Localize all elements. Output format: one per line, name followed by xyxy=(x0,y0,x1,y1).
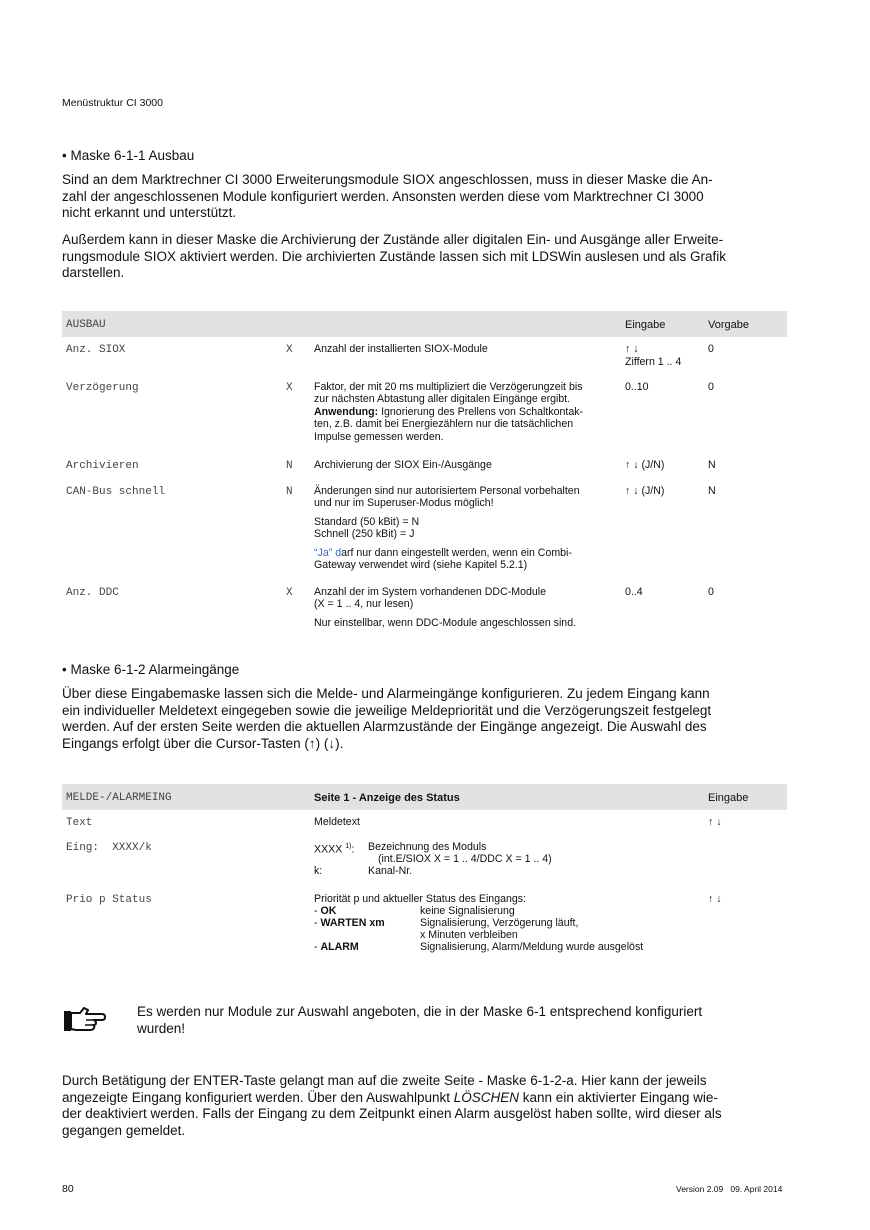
bold-term: Anwendung: xyxy=(314,405,379,418)
row-eingabe: ↑ ↓ (J/N) xyxy=(625,485,665,497)
prio-intro: Priorität p und aktueller Status des Eingangs: xyxy=(314,893,526,905)
text-line: Außerdem kann in dieser Maske die Archivierung der Zustände aller digitalen Ein- und Ausgänge aller Erweite- xyxy=(62,232,724,247)
header-eingabe: Eingabe xyxy=(625,319,666,331)
text-line: und nur im Superuser-Modus möglich! xyxy=(314,497,494,510)
dash: - xyxy=(314,941,321,953)
status-list xyxy=(314,905,714,953)
pointing-hand-icon xyxy=(62,1004,106,1034)
text-line: nicht erkannt und unterstützt. xyxy=(62,205,237,221)
text-line: zur nächsten Abtastung aller digitalen Eingänge ergibt. xyxy=(314,393,571,406)
row-type: X xyxy=(286,587,293,599)
dash: - xyxy=(314,917,321,929)
row-vorgabe: 0 xyxy=(708,343,714,355)
status-desc: keine Signalisierung xyxy=(420,905,515,917)
text-span: arf nur dann eingestellt werden, wenn ein Combi- xyxy=(341,546,572,559)
row-eingabe: 0..10 xyxy=(625,381,649,393)
k-label: k: xyxy=(314,865,323,877)
highlight-text: “Ja” d xyxy=(314,546,342,559)
row-eingabe: ↑ ↓ (J/N) xyxy=(625,459,665,471)
row-name: Verzögerung xyxy=(66,382,139,394)
row-name: Text xyxy=(66,817,93,829)
status-desc: Signalisierung, Verzögerung läuft, xyxy=(420,917,579,929)
xxxx-code: XXXX xyxy=(314,843,343,856)
xxxx-label xyxy=(314,841,354,856)
row-eingabe-2: Ziffern 1 .. 4 xyxy=(625,356,682,368)
row-vorgabe: 0 xyxy=(708,586,714,598)
header-vorgabe: Vorgabe xyxy=(708,319,749,331)
text-line: Impulse gemessen werden. xyxy=(314,430,444,443)
row-desc xyxy=(314,586,614,629)
paragraph-closing xyxy=(62,1073,786,1139)
text-line: der deaktiviert werden. Falls der Eingang zu dem Zeitpunkt einen Alarm ausgelöst haben sollte, wird dieser als xyxy=(62,1106,722,1122)
status-key: ALARM xyxy=(320,941,359,953)
header-name: MELDE-/ALARMEING xyxy=(66,792,172,804)
text-line: Durch Betätigung der ENTER-Taste gelangt man auf die zweite Seite - Maske 6-1-2-a. Hier kann der jeweils xyxy=(62,1073,707,1088)
paragraph-ausbau-1 xyxy=(62,172,786,222)
text-line: gegangen gemeldet. xyxy=(62,1122,186,1138)
row-eingabe: ↑ ↓ xyxy=(625,343,639,355)
footnote-marker: 1) xyxy=(345,843,352,850)
list-item xyxy=(314,917,714,929)
row-vorgabe: 0 xyxy=(708,381,714,393)
page-header-title: Menüstruktur CI 3000 xyxy=(62,97,163,109)
xxxx-desc: Bezeichnung des Moduls xyxy=(368,841,487,853)
xxxx-desc-2: (int.E/SIOX X = 1 .. 4/DDC X = 1 .. 4) xyxy=(378,853,552,865)
table-alarmeingaenge xyxy=(62,784,787,964)
italic-term: LÖSCHEN xyxy=(453,1089,520,1105)
text-line: Standard (50 kBit) = N xyxy=(314,515,420,528)
table-header xyxy=(62,784,787,810)
status-key: WARTEN xm xyxy=(320,917,385,929)
section-heading-ausbau: • Maske 6-1-1 Ausbau xyxy=(62,148,195,163)
row-name: CAN-Bus schnell xyxy=(66,486,166,498)
text-span: Ignorierung des Prellens von Schaltkontak- xyxy=(378,405,584,418)
table-header xyxy=(62,311,787,337)
row-name: Anz. SIOX xyxy=(66,344,126,356)
text-line: Eingangs erfolgt über die Cursor-Tasten (↑) (↓). xyxy=(62,735,344,751)
row-vorgabe: N xyxy=(708,485,716,497)
k-desc: Kanal-Nr. xyxy=(368,865,413,877)
text-line: (X = 1 .. 4, nur lesen) xyxy=(314,598,414,611)
text-line: Anzahl der im System vorhandenen DDC-Module xyxy=(314,586,546,598)
paragraph-ausbau-2 xyxy=(62,232,786,282)
row-desc xyxy=(314,381,614,443)
text-line: darstellen. xyxy=(62,265,125,281)
list-item xyxy=(314,929,714,941)
text-line: werden. Auf der ersten Seite werden die aktuellen Alarmzustände der Eingänge angezeigt. Die Auswahl des xyxy=(62,719,707,735)
page-number: 80 xyxy=(62,1183,74,1195)
dash: - xyxy=(314,905,321,917)
text-span: angezeigte Eingang konfiguriert werden. Über den Auswahlpunkt xyxy=(62,1089,454,1105)
status-desc: x Minuten verbleiben xyxy=(420,929,518,941)
note-text xyxy=(137,1004,777,1037)
text-line: ein individueller Meldetext eingegeben sowie die jeweilige Meldepriorität und die Verzögerungszeit festgelegt xyxy=(62,702,712,718)
text-line: Gateway verwendet wird (siehe Kapitel 5.2.1) xyxy=(314,559,528,572)
row-type: X xyxy=(286,382,293,394)
header-eingabe: Eingabe xyxy=(708,792,749,804)
header-name: AUSBAU xyxy=(66,319,106,331)
list-item xyxy=(314,941,714,953)
status-key: OK xyxy=(320,905,337,917)
text-line xyxy=(314,406,614,418)
section-heading-alarmeingaenge: • Maske 6-1-2 Alarmeingänge xyxy=(62,662,240,677)
row-type: X xyxy=(286,344,293,356)
text-line: Änderungen sind nur autorisiertem Personal vorbehalten xyxy=(314,485,580,497)
version-info: Version 2.09 09. April 2014 xyxy=(676,1184,783,1194)
row-eingabe: 0..4 xyxy=(625,586,643,598)
row-type: N xyxy=(286,460,293,472)
text-line: ten, z.B. damit bei Energiezählern nur die tatsächlichen xyxy=(314,418,574,431)
row-desc: Archivierung der SIOX Ein-/Ausgänge xyxy=(314,459,492,471)
table-ausbau xyxy=(62,311,787,641)
text-line: Nur einstellbar, wenn DDC-Module angeschlossen sind. xyxy=(314,616,577,629)
row-name: Archivieren xyxy=(66,460,139,472)
row-name: Eing: XXXX/k xyxy=(66,842,152,854)
list-item xyxy=(314,905,714,917)
text-line: zahl der angeschlossenen Module konfiguriert werden. Ansonsten werden diese vom Marktrechner CI 3000 xyxy=(62,188,704,204)
row-desc xyxy=(314,485,614,571)
row-type: N xyxy=(286,486,293,498)
text-line xyxy=(62,1090,786,1107)
text-line: Schnell (250 kBit) = J xyxy=(314,528,415,541)
text-line: Über diese Eingabemaske lassen sich die Melde- und Alarmeingänge konfigurieren. Zu jedem Eingang kann xyxy=(62,686,710,701)
text-line: Sind an dem Marktrechner CI 3000 Erweiterungsmodule SIOX angeschlossen, muss in dieser Maske die An- xyxy=(62,172,713,187)
row-name: Anz. DDC xyxy=(66,587,119,599)
row-vorgabe: N xyxy=(708,459,716,471)
text-line: Faktor, der mit 20 ms multipliziert die Verzögerungzeit bis xyxy=(314,381,583,393)
row-desc: Meldetext xyxy=(314,816,360,828)
text-line xyxy=(314,547,614,559)
row-eingabe: ↑ ↓ xyxy=(708,893,722,905)
status-desc: Signalisierung, Alarm/Meldung wurde ausgelöst xyxy=(420,941,644,953)
text-line: wurden! xyxy=(137,1020,186,1036)
colon: : xyxy=(351,843,355,856)
header-title: Seite 1 - Anzeige des Status xyxy=(314,792,460,804)
row-eingabe: ↑ ↓ xyxy=(708,816,722,828)
row-name: Prio p Status xyxy=(66,894,152,906)
text-line: Es werden nur Module zur Auswahl angeboten, die in der Maske 6-1 entsprechend konfiguriert xyxy=(137,1004,703,1019)
row-desc: Anzahl der installierten SIOX-Module xyxy=(314,343,488,355)
paragraph-alarmeingaenge xyxy=(62,686,786,752)
text-line: rungsmodule SIOX aktiviert werden. Die archivierten Zustände lassen sich mit LDSWin auslesen und als Grafik xyxy=(62,248,727,264)
text-span: kann ein aktivierter Eingang wie- xyxy=(519,1089,718,1105)
